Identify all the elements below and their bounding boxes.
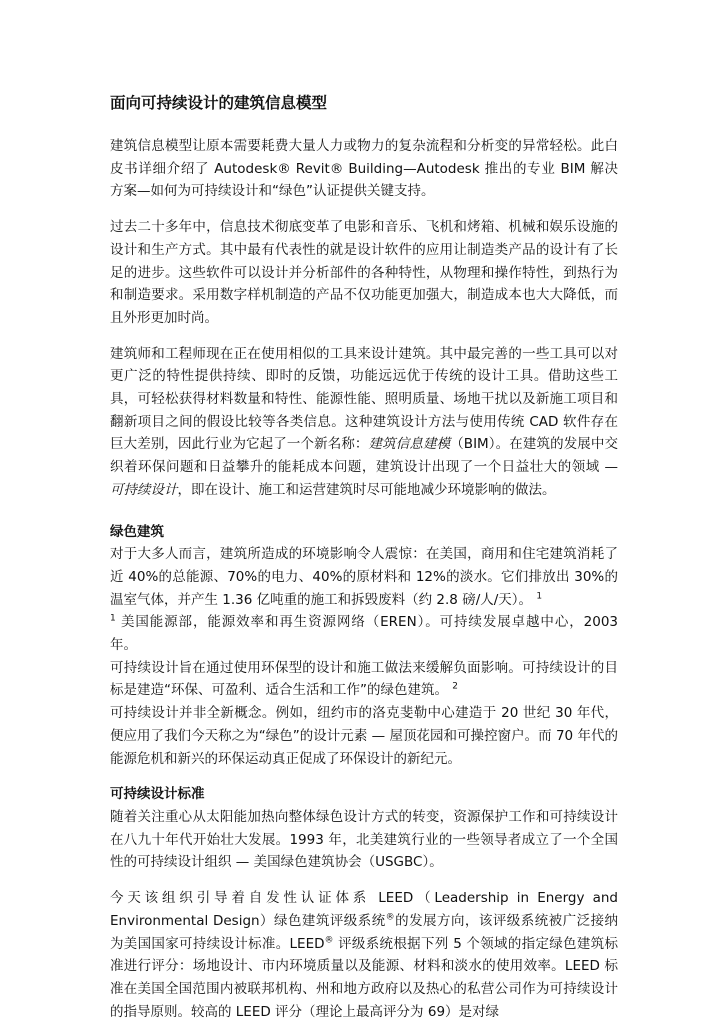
term-sustainable-design: 可持续设计 xyxy=(110,481,178,498)
intro-paragraph-1: 建筑信息模型让原本需要耗费大量人力或物力的复杂流程和分析变的异常轻松。此白皮书详细介绍了 Autodesk® Revit® Building—Autodesk 推出的专业 BIM 解决方案—如何为可持续设计和“绿色”认证提供关键支持。 xyxy=(110,138,618,200)
intro-p3-text-b: （BIM）。在建筑的发展中交织着环保问题和日益攀升的能耗成本问题，建筑设计出现了一个日益壮大的领域 — xyxy=(110,436,619,476)
document-body xyxy=(110,92,618,1023)
footnote-marker-1: 1 xyxy=(110,613,116,624)
intro-paragraph-3 xyxy=(110,343,618,502)
standards-p2-text-c: 评级系统根据下列 5 个领域的指定绿色建筑标准进行评分：场地设计、市内环境质量以及能源、材料和淡水的使用效率。LEED 标准在美国全国范围内被联邦机构、州和地方政府以及热心的私营公司作为可持续设计的指导原则。较高的 LEED 评分（理论上最高评分为 69）是对绿 xyxy=(110,935,618,1020)
term-bim: 建筑信息建模 xyxy=(368,436,451,453)
green-paragraph-2 xyxy=(110,657,618,702)
standards-paragraph-1: 随着关注重心从太阳能加热向整体绿色设计方式的转变，资源保护工作和可持续设计在八九十年代开始壮大发展。1993 年，北美建筑行业的一些领导者成立了一个全国性的可持续设计组织 — 美国绿色建筑协会（USGBC）。 xyxy=(110,808,618,871)
intro-p3-text-c: ，即在设计、施工和运营建筑时尽可能地减少环境影响的做法。 xyxy=(177,481,556,498)
standards-p2-text-b: 的发展方向，该评级系统被广泛接纳为美国国家可持续设计标准。LEED xyxy=(110,912,618,952)
green-paragraph-1 xyxy=(110,543,618,611)
green-p2-text: 可持续设计旨在通过使用环保型的设计和施工做法来缓解负面影响。可持续设计的目标是建造“环保、可盈利、适合生活和工作”的绿色建筑。 xyxy=(110,659,618,699)
footnote-1-text: 美国能源部，能源效率和再生资源网络（EREN）。可持续发展卓越中心，2003 年。 xyxy=(110,614,618,654)
intro-paragraph-2: 过去二十多年中，信息技术彻底变革了电影和音乐、飞机和烤箱、机械和娱乐设施的设计和生产方式。其中最有代表性的就是设计软件的应用让制造类产品的设计有了长足的进步。这些软件可以设计并分析部件的各种特性，从物理和操作特性，到热行为和制造要求。采用数字样机制造的产品不仅功能更加强大，制造成本也大大降低，而且外形更加时尚。 xyxy=(110,219,618,326)
section-heading-standards: 可持续设计标准 xyxy=(110,786,205,803)
footnote-ref-2[interactable]: 2 xyxy=(452,681,459,692)
registered-mark-1: ® xyxy=(385,912,395,923)
intro-p3-text-a: 建筑师和工程师现在正在使用相似的工具来设计建筑。其中最完善的一些工具可以对更广泛的特性提供持续、即时的反馈，功能远远优于传统的设计工具。借助这些工具，可轻松获得材料数量和特性、能源性能、照明质量、场地干扰以及新施工项目和翻新项目之间的假设比较等各类信息。这种建筑设计方法与使用传统 CAD 软件存在巨大差别，因此行业为它起了一个新名称： xyxy=(110,345,618,453)
document-title: 面向可持续设计的建筑信息模型 xyxy=(110,94,328,112)
footnote-ref-1[interactable]: 1 xyxy=(536,591,543,602)
standards-p2-text-a: 今天该组织引导着自发性认证体系 LEED（Leadership in Energy and Environmental Design）绿色建筑评级系统 xyxy=(110,890,618,929)
green-paragraph-3: 可持续设计并非全新概念。例如，纽约市的洛克斐勒中心建造于 20 世纪 30 年代，便应用了我们今天称之为“绿色”的设计元素 — 屋顶花园和可操控窗户。而 70 年代的能源危机和新兴的环保运动真正促成了环保设计的新纪元。 xyxy=(110,705,618,767)
green-p1-text: 对于大多人而言，建筑所造成的环境影响令人震惊：在美国，商用和住宅建筑消耗了近 40%的总能源、70%的电力、40%的原材料和 12%的淡水。它们排放出 30%的温室气体，并产生 1.36 亿吨重的施工和拆毁废料（约 2.8 磅/人/天）。 xyxy=(110,546,618,608)
section-heading-green-building: 绿色建筑 xyxy=(110,523,164,540)
standards-paragraph-2 xyxy=(110,887,618,1023)
registered-mark-2: ® xyxy=(324,935,334,945)
footnote-1 xyxy=(110,611,618,656)
